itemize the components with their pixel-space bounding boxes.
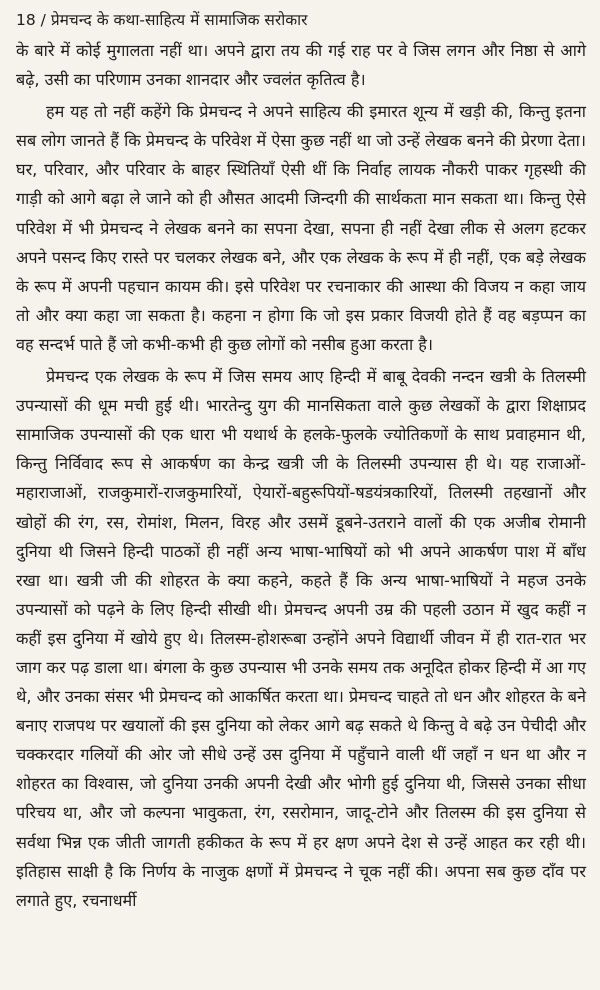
paragraph: हम यह तो नहीं कहेंगे कि प्रेमचन्द ने अपने साहित्य की इमारत शून्य में खड़ी की, किन्तु इतना सब लोग जानते हैं कि प्रेमचन्द के परिवेश में ऐसा कुछ नहीं था जो उन्हें लेखक बनने की प्रेरणा देता। घर, परिवार, और परिवार के बाहर स्थितियाँ ऐसी थीं कि निर्वाह लायक नौकरी पाकर गृहस्थी की गाड़ी को आगे बढ़ा ले जाने को ही औसत आदमी जिन्दगी की सार्थकता मान सकता था। किन्तु ऐसे परिवेश में भी प्रेमचन्द ने लेखक बनने का सपना देखा, सपना ही नहीं देखा लीक से अलग हटकर अपने पसन्द किए रास्ते पर चलकर लेखक बने, और एक लेखक के रूप में ही नहीं, एक बड़े लेखक के रूप में अपनी पहचान कायम की। इसे परिवेश पर रचनाकार की आस्था की विजय न कहा जाय तो और क्या कहा जा सकता है। कहना न होगा कि जो इस प्रकार विजयी होते हैं वह बड़प्पन का वह सन्दर्भ पाते हैं जो कभी-कभी ही कुछ लोगों को नसीब हुआ करता है। [16,102,586,354]
running-title: प्रेमचन्द के कथा-साहित्य में सामाजिक सरोकार [50,11,308,29]
header-separator: / [35,11,51,29]
running-header [16,8,586,32]
page-number: 18 [16,11,36,29]
paragraph-continuation: के बारे में कोई मुगालता नहीं था। अपने द्वारा तय की गई राह पर वे जिस लगन और निष्ठा से आगे बढ़े, उसी का परिणाम उनका शानदार और ज्वलंत कृतित्व है। [16,41,586,90]
paragraph: प्रेमचन्द एक लेखक के रूप में जिस समय आए हिन्दी में बाबू देवकी नन्दन खत्री के तिलस्मी उपन्यासों की धूम मची हुई थी। भारतेन्दु युग की मानसिकता वाले कुछ लेखकों के द्वारा शिक्षाप्रद सामाजिक उपन्यासों की एक धारा भी यथार्थ के हलके-फुलके ज्योतिकणों के साथ प्रवाहमान थी, किन्तु निर्विवाद रूप से आकर्षण का केन्द्र खत्री जी के तिलस्मी उपन्यास ही थे। यह राजाओं-महाराजाओं, राजकुमारों-राजकुमारियों, ऐयारों-बहुरूपियों-षडयंत्रकारियों, तिलस्मी तहखानों और खोहों की रंग, रस, रोमांश, मिलन, विरह और उसमें डूबने-उतराने वालों की एक अजीब रोमानी दुनिया थी जिसने हिन्दी पाठकों ही नहीं अन्य भाषा-भाषियों को भी अपने आकर्षण पाश में बाँध रखा था। खत्री जी की शोहरत के क्या कहने, कहते हैं कि अन्य भाषा-भाषियों ने महज उनके उपन्यासों को पढ़ने के लिए हिन्दी सीखी थी। प्रेमचन्द अपनी उम्र की पहली उठान में खुद कहीं न कहीं इस दुनिया में खोये हुए थे। तिलस्म-होशरूबा उन्होंने अपने विद्यार्थी जीवन में ही रात-रात भर जाग कर पढ़ डाला था। बंगला के कुछ उपन्यास भी उनके समय तक अनूदित होकर हिन्दी में आ गए थे, और उनका संसर भी प्रेमचन्द को आकर्षित करता था। प्रेमचन्द चाहते तो धन और शोहरत के बने बनाए राजपथ पर खयालों की इस दुनिया को लेकर आगे बढ़ सकते थे किन्तु वे बढ़े उन पेचीदी और चक्करदार गलियों की ओर जो सीधे उन्हें उस दुनिया में पहुँचाने वाली थीं जहाँ न धन था और न शोहरत का विश्वास, जो दुनिया उनकी अपनी देखी और भोगी हुई दुनिया थी, जिससे उनका सीधा परिचय था, और जो कल्पना भावुकता, रंग, रसरोमान, जादू-टोने और तिलस्म की इस दुनिया से सर्वथा भिन्न एक जीती जागती हकीकत के रूप में हर क्षण अपने देश से उन्हें आहत कर रही थी। इतिहास साक्षी है कि निर्णय के नाजुक क्षणों में प्रेमचन्द ने चूक नहीं की। अपना सब कुछ दाँव पर लगाते हुए, रचनाधर्मी [16,367,586,910]
body-text [16,36,586,915]
